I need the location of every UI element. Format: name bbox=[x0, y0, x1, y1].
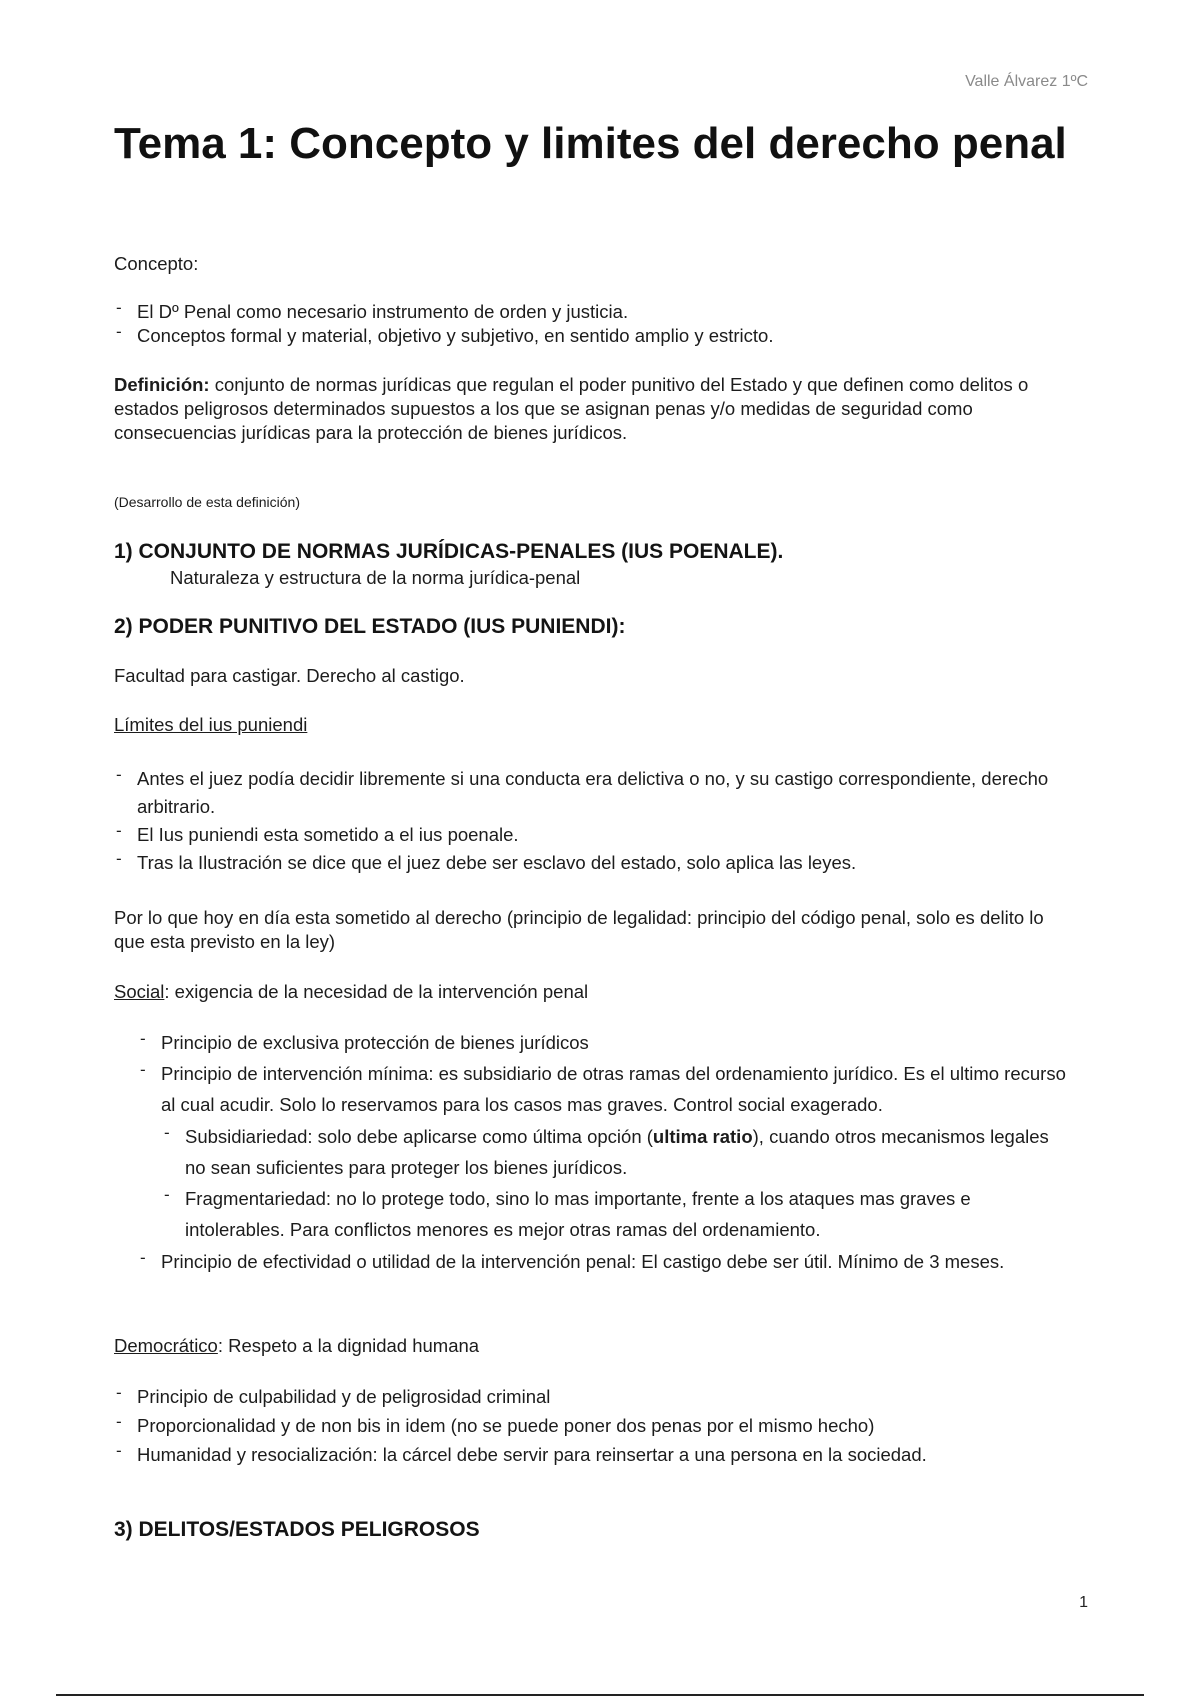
concepto-label: Concepto: bbox=[114, 253, 199, 274]
democratico-label: Democrático bbox=[114, 1335, 218, 1356]
democratico-text: : Respeto a la dignidad humana bbox=[217, 1335, 480, 1356]
list-item: - Principio de culpabilidad y de peligrosidad criminal bbox=[114, 1382, 1074, 1411]
legalidad-paragraph: Por lo que hoy en día esta sometido al derecho (principio de legalidad: principio del código penal, solo es delito lo que esta previsto en la ley) bbox=[114, 907, 1044, 952]
ultima-ratio: ultima ratio bbox=[652, 1126, 753, 1147]
list-item: - Tras la Ilustración se dice que el juez debe ser esclavo del estado, solo aplica las leyes. bbox=[114, 849, 1074, 877]
limites-list bbox=[114, 765, 1074, 877]
definition-label: Definición: bbox=[114, 374, 210, 395]
page-title: Tema 1: Concepto y limites del derecho penal bbox=[114, 119, 1067, 168]
subsidiariedad-post: ), cuando otros mecanismos legales no sean suficientes para proteger los bienes jurídicos. bbox=[185, 1126, 1049, 1178]
social-text: : exigencia de la necesidad de la intervención penal bbox=[164, 981, 589, 1002]
concepto-list bbox=[114, 300, 1074, 348]
limites-label: Límites del ius puniendi bbox=[114, 714, 308, 735]
efectividad-list bbox=[138, 1246, 1058, 1277]
democratico-line bbox=[114, 1334, 479, 1358]
list-item: - El Dº Penal como necesario instrumento de orden y justicia. bbox=[114, 300, 1074, 324]
social-principles-list bbox=[138, 1027, 1078, 1120]
section-1-subtitle: Naturaleza y estructura de la norma jurídica-penal bbox=[170, 567, 581, 588]
minimal-intervention-sublist bbox=[162, 1121, 1062, 1245]
ius-puniendi-intro: Facultad para castigar. Derecho al castigo. bbox=[114, 665, 465, 686]
social-line bbox=[114, 980, 588, 1004]
list-item: - Fragmentariedad: no lo protege todo, sino lo mas importante, frente a los ataques mas graves e intolerables. Para conflictos menores es mejor otras ramas del ordenamiento. bbox=[162, 1183, 1062, 1245]
definition-text: conjunto de normas jurídicas que regulan el poder punitivo del Estado y que definen como delitos o estados peligrosos determinados supuestos a los que se asignan penas y/o medidas de seguridad como consecuencias jurídicas para la protección de bienes jurídicos. bbox=[114, 374, 1029, 443]
list-item: - Principio de efectividad o utilidad de la intervención penal: El castigo debe ser útil. Mínimo de 3 meses. bbox=[138, 1246, 1058, 1277]
page-number: 1 bbox=[1079, 1594, 1088, 1611]
list-item: - Antes el juez podía decidir libremente si una conducta era delictiva o no, y su castigo correspondiente, derecho arbitrario. bbox=[114, 765, 1074, 821]
section-2-heading: 2) PODER PUNITIVO DEL ESTADO (IUS PUNIENDI): bbox=[114, 615, 626, 638]
social-label: Social bbox=[114, 981, 165, 1002]
democratico-list bbox=[114, 1382, 1074, 1469]
desarrollo-note: (Desarrollo de esta definición) bbox=[114, 494, 300, 510]
list-item: - Conceptos formal y material, objetivo y subjetivo, en sentido amplio y estricto. bbox=[114, 324, 1074, 348]
list-item: - Principio de intervención mínima: es subsidiario de otras ramas del ordenamiento jurídico. Es el ultimo recurso al cual acudir. Solo lo reservamos para los casos mas graves. Control social exagerado. bbox=[138, 1058, 1078, 1120]
subsidiariedad-pre: Subsidiariedad: solo debe aplicarse como última opción ( bbox=[185, 1126, 653, 1147]
list-item: - Proporcionalidad y de non bis in idem (no se puede poner dos penas por el mismo hecho) bbox=[114, 1411, 1074, 1440]
list-item: - El Ius puniendi esta sometido a el ius poenale. bbox=[114, 821, 1074, 849]
section-1-heading: 1) CONJUNTO DE NORMAS JURÍDICAS-PENALES (IUS POENALE). bbox=[114, 540, 784, 563]
footer-divider bbox=[56, 1694, 1144, 1696]
list-item bbox=[162, 1121, 1062, 1183]
list-item: - Principio de exclusiva protección de bienes jurídicos bbox=[138, 1027, 1078, 1058]
list-item: - Humanidad y resocialización: la cárcel debe servir para reinsertar a una persona en la sociedad. bbox=[114, 1440, 1074, 1469]
definition-paragraph bbox=[114, 373, 1074, 445]
author-header: Valle Álvarez 1ºC bbox=[965, 73, 1088, 90]
section-3-heading: 3) DELITOS/ESTADOS PELIGROSOS bbox=[114, 1518, 480, 1541]
